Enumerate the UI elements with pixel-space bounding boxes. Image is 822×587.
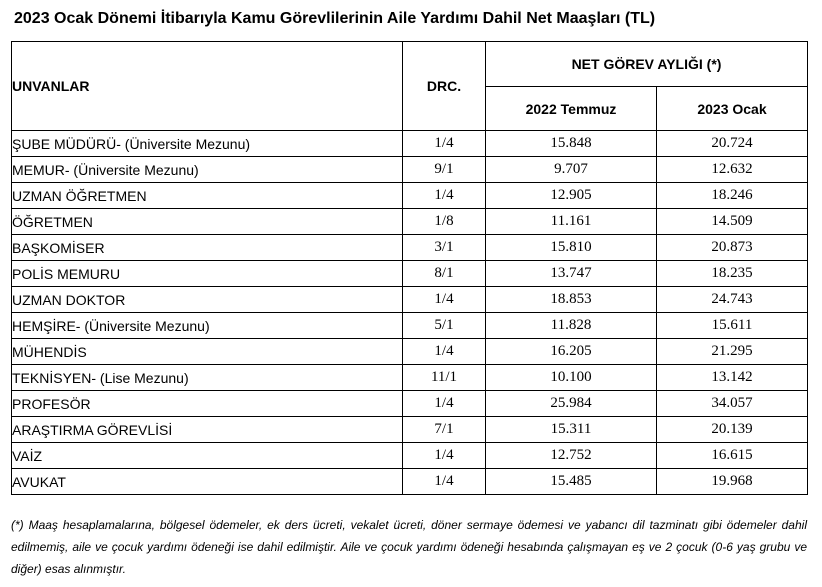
row-salary-2023: 20.873 [657, 235, 808, 261]
row-salary-2023: 18.235 [657, 261, 808, 287]
header-2022-july: 2022 Temmuz [486, 87, 657, 131]
row-salary-2023: 14.509 [657, 209, 808, 235]
table-row [12, 417, 808, 443]
row-salary-2023: 16.615 [657, 443, 808, 469]
row-salary-2023: 34.057 [657, 391, 808, 417]
row-grade: 1/4 [403, 131, 486, 157]
row-title: ŞUBE MÜDÜRÜ- (Üniversite Mezunu) [12, 131, 403, 157]
row-salary-2022: 12.905 [486, 183, 657, 209]
row-title: TEKNİSYEN- (Lise Mezunu) [12, 365, 403, 391]
row-salary-2023: 12.632 [657, 157, 808, 183]
table-row [12, 313, 808, 339]
row-salary-2022: 15.311 [486, 417, 657, 443]
page-title: 2023 Ocak Dönemi İtibarıyla Kamu Görevlilerinin Aile Yardımı Dahil Net Maaşları (TL) [14, 10, 656, 27]
row-salary-2023: 24.743 [657, 287, 808, 313]
row-salary-2022: 12.752 [486, 443, 657, 469]
header-net-salary: NET GÖREV AYLIĞI (*) [486, 42, 808, 87]
salary-table [11, 41, 808, 495]
row-title: VAİZ [12, 443, 403, 469]
row-grade: 1/4 [403, 287, 486, 313]
row-salary-2022: 11.828 [486, 313, 657, 339]
row-grade: 1/8 [403, 209, 486, 235]
row-grade: 7/1 [403, 417, 486, 443]
row-salary-2023: 20.724 [657, 131, 808, 157]
row-grade: 1/4 [403, 443, 486, 469]
row-grade: 3/1 [403, 235, 486, 261]
header-grade: DRC. [403, 42, 486, 131]
row-grade: 1/4 [403, 339, 486, 365]
table-row [12, 157, 808, 183]
row-title: ARAŞTIRMA GÖREVLİSİ [12, 417, 403, 443]
row-salary-2022: 10.100 [486, 365, 657, 391]
row-salary-2022: 9.707 [486, 157, 657, 183]
row-grade: 5/1 [403, 313, 486, 339]
row-salary-2023: 15.611 [657, 313, 808, 339]
row-title: PROFESÖR [12, 391, 403, 417]
table-row [12, 365, 808, 391]
table-row [12, 261, 808, 287]
row-grade: 1/4 [403, 391, 486, 417]
row-title: ÖĞRETMEN [12, 209, 403, 235]
table-row [12, 209, 808, 235]
row-grade: 9/1 [403, 157, 486, 183]
table-row [12, 287, 808, 313]
row-salary-2023: 19.968 [657, 469, 808, 495]
row-title: BAŞKOMİSER [12, 235, 403, 261]
row-title: AVUKAT [12, 469, 403, 495]
header-2023-january: 2023 Ocak [657, 87, 808, 131]
row-salary-2022: 15.810 [486, 235, 657, 261]
table-body [12, 131, 808, 495]
table-row [12, 443, 808, 469]
table-row [12, 183, 808, 209]
footnote: (*) Maaş hesaplamalarına, bölgesel ödemeler, ek ders ücreti, vekalet ücreti, döner sermaye ödemesi ve yabancı dil tazminatı gibi ödemeler dahil edilmemiş, aile ve çocuk yardımı ödeneği ise dahil edilmiştir. Aile ve çocuk yardımı ödeneği hesabında çalışmayan eş ve 2 çocuk (0-6 yaş grubu ve diğer) esas alınmıştır. [11, 518, 807, 576]
table-row [12, 469, 808, 495]
row-title: MÜHENDİS [12, 339, 403, 365]
row-salary-2023: 21.295 [657, 339, 808, 365]
row-salary-2023: 20.139 [657, 417, 808, 443]
row-salary-2022: 25.984 [486, 391, 657, 417]
row-title: UZMAN DOKTOR [12, 287, 403, 313]
row-title: MEMUR- (Üniversite Mezunu) [12, 157, 403, 183]
row-grade: 1/4 [403, 469, 486, 495]
row-grade: 8/1 [403, 261, 486, 287]
table-row [12, 339, 808, 365]
row-salary-2022: 13.747 [486, 261, 657, 287]
row-title: UZMAN ÖĞRETMEN [12, 183, 403, 209]
row-salary-2022: 11.161 [486, 209, 657, 235]
table-row [12, 235, 808, 261]
table-row [12, 391, 808, 417]
row-title: POLİS MEMURU [12, 261, 403, 287]
row-grade: 11/1 [403, 365, 486, 391]
header-titles: UNVANLAR [12, 42, 403, 131]
row-salary-2023: 13.142 [657, 365, 808, 391]
row-title: HEMŞİRE- (Üniversite Mezunu) [12, 313, 403, 339]
table-row [12, 131, 808, 157]
row-salary-2022: 15.485 [486, 469, 657, 495]
row-salary-2023: 18.246 [657, 183, 808, 209]
row-salary-2022: 15.848 [486, 131, 657, 157]
row-grade: 1/4 [403, 183, 486, 209]
row-salary-2022: 16.205 [486, 339, 657, 365]
row-salary-2022: 18.853 [486, 287, 657, 313]
